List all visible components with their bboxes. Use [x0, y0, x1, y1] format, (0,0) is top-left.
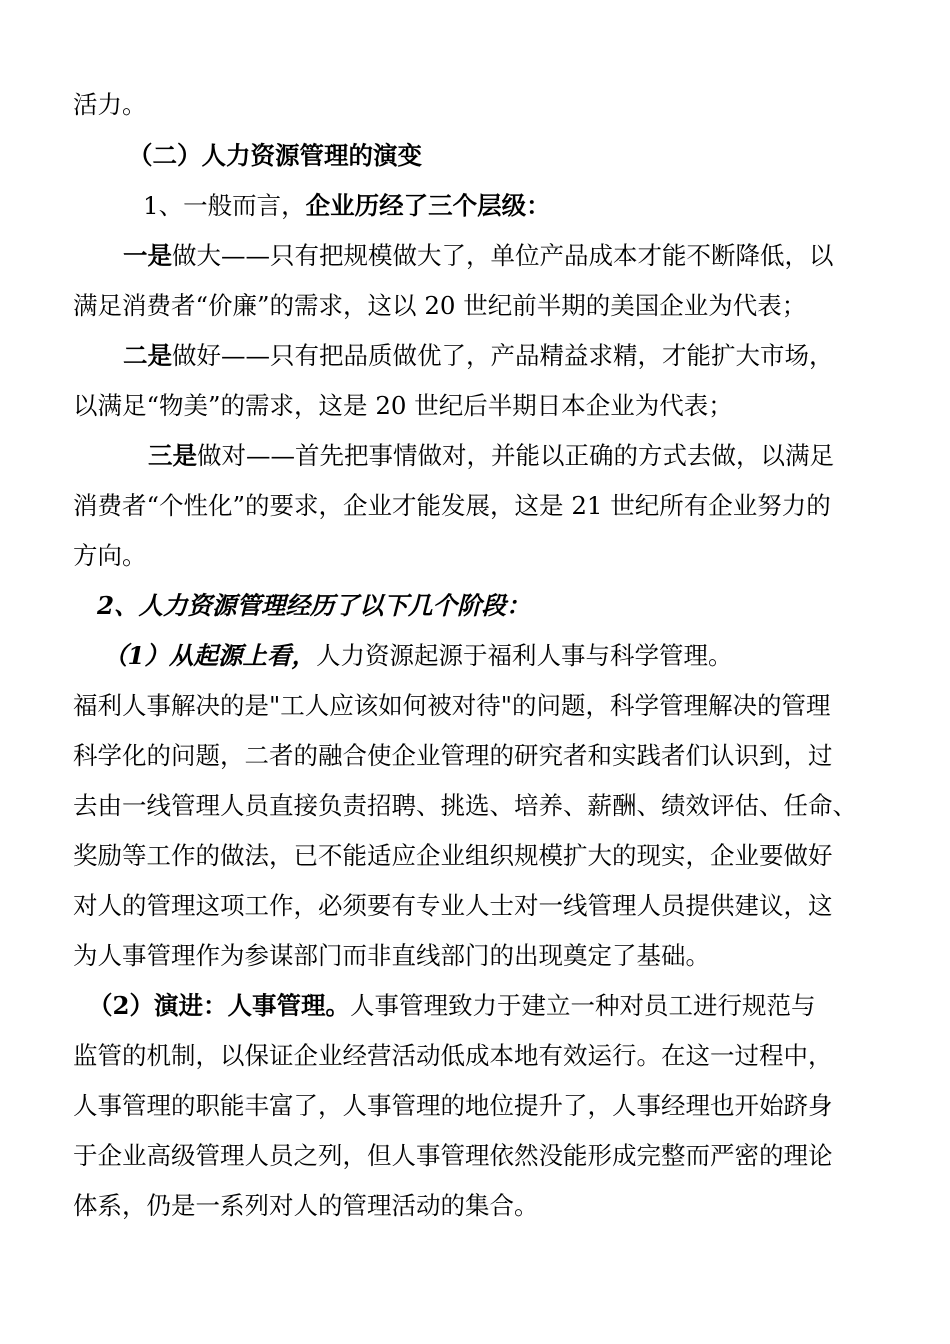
paragraph-line: 以满足“物美”的需求，这是 20 世纪后半期日本企业为代表； — [73, 391, 733, 420]
paragraph-line: 1、一般而言，企业历经了三个层级： — [143, 191, 551, 220]
paragraph-line: 人事管理的职能丰富了，人事管理的地位提升了，人事经理也开始跻身 — [73, 1091, 833, 1120]
paragraph-line: 一是做大——只有把规模做大了，单位产品成本才能不断降低，以 — [123, 241, 834, 270]
paragraph-line: 科学化的问题，二者的融合使企业管理的研究者和实践者们认识到，过 — [73, 741, 833, 770]
paragraph-line: 活力。 — [73, 90, 147, 119]
paragraph-line: 三是做对——首先把事情做对，并能以正确的方式去做，以满足 — [148, 441, 834, 470]
paragraph-line: 为人事管理作为参谋部门而非直线部门的出现奠定了基础。 — [73, 941, 710, 970]
paragraph-line: 奖励等工作的做法，已不能适应企业组织规模扩大的现实，企业要做好 — [73, 841, 833, 870]
paragraph-line: 方向。 — [73, 541, 147, 570]
section-heading: （二）人力资源管理的演变 — [128, 141, 422, 170]
subsection-heading: 2、人力资源管理经历了以下几个阶段： — [97, 591, 531, 620]
paragraph-line: 于企业高级管理人员之列，但人事管理依然没能形成完整而严密的理论 — [73, 1141, 833, 1170]
paragraph-line: 去由一线管理人员直接负责招聘、挑选、培养、薪酬、绩效评估、任命、 — [73, 791, 857, 820]
paragraph-line: 福利人事解决的是"工人应该如何被对待"的问题，科学管理解决的管理 — [73, 691, 831, 720]
paragraph-line: （1）从起源上看，人力资源起源于福利人事与科学管理。 — [103, 641, 733, 670]
paragraph-line: 体系，仍是一系列对人的管理活动的集合。 — [73, 1191, 539, 1220]
paragraph-line: 对人的管理这项工作，必须要有专业人士对一线管理人员提供建议，这 — [73, 891, 833, 920]
paragraph-line: 满足消费者“价廉”的需求，这以 20 世纪前半期的美国企业为代表； — [73, 291, 807, 320]
paragraph-line: 二是做好——只有把品质做优了，产品精益求精，才能扩大市场， — [123, 341, 834, 370]
paragraph-line: （2）演进：人事管理。人事管理致力于建立一种对员工进行规范与 — [88, 991, 816, 1020]
paragraph-line: 消费者“个性化”的要求，企业才能发展，这是 21 世纪所有企业努力的 — [73, 491, 831, 520]
paragraph-line: 监管的机制，以保证企业经营活动低成本地有效运行。在这一过程中， — [73, 1041, 833, 1070]
